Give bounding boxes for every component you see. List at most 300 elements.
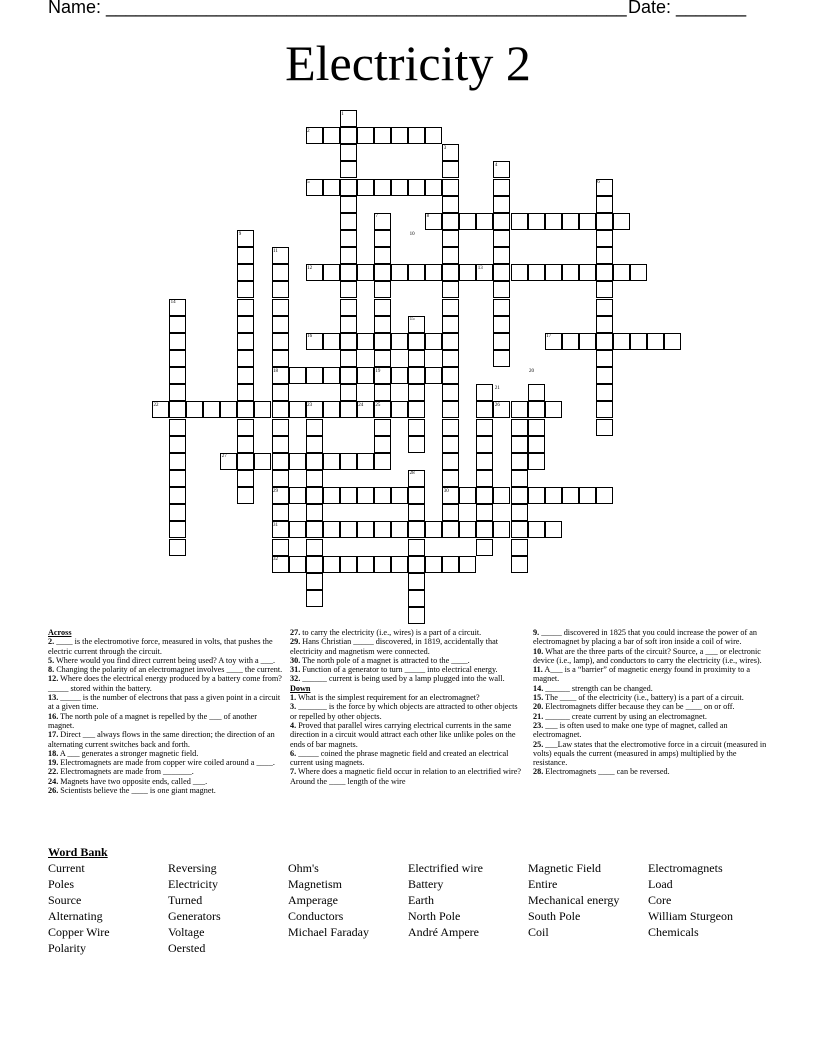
- clue-text: What are the three parts of the circuit? Source, a ___ or electronic device (i.e., lamp), and conductors to carry the electricity (i.e., wires).: [533, 646, 762, 665]
- crossword-cell[interactable]: [493, 281, 510, 298]
- crossword-cell[interactable]: [391, 556, 408, 573]
- crossword-cell[interactable]: [391, 179, 408, 196]
- crossword-cell[interactable]: [323, 521, 340, 538]
- crossword-cell[interactable]: [408, 607, 425, 624]
- crossword-cell[interactable]: [374, 521, 391, 538]
- crossword-cell[interactable]: [511, 470, 528, 487]
- crossword-cell[interactable]: [442, 299, 459, 316]
- crossword-cell[interactable]: [374, 299, 391, 316]
- clue: [48, 777, 284, 786]
- crossword-cell[interactable]: [289, 367, 306, 384]
- crossword-cell[interactable]: [528, 384, 545, 401]
- crossword-cell[interactable]: [596, 299, 613, 316]
- clue-number: 12.: [48, 674, 59, 684]
- crossword-cell[interactable]: [493, 350, 510, 367]
- crossword-cell[interactable]: [528, 419, 545, 436]
- crossword-cell[interactable]: [442, 264, 459, 281]
- crossword-cell[interactable]: [511, 556, 528, 573]
- crossword-cell[interactable]: [596, 333, 613, 350]
- crossword-cell[interactable]: [408, 573, 425, 590]
- crossword-cell[interactable]: [647, 333, 664, 350]
- crossword-cell[interactable]: [272, 264, 289, 281]
- crossword-cell[interactable]: [306, 539, 323, 556]
- crossword-cell[interactable]: [630, 264, 647, 281]
- crossword-cell[interactable]: [425, 556, 442, 573]
- crossword-cell[interactable]: [374, 487, 391, 504]
- crossword-cell[interactable]: [289, 487, 306, 504]
- crossword-cell[interactable]: [357, 521, 374, 538]
- crossword-cell[interactable]: [511, 504, 528, 521]
- crossword-cell[interactable]: [306, 573, 323, 590]
- crossword-cell[interactable]: [289, 453, 306, 470]
- crossword-cell[interactable]: [511, 213, 528, 230]
- crossword-cell[interactable]: [511, 436, 528, 453]
- crossword-cell[interactable]: [459, 213, 476, 230]
- crossword-cell[interactable]: [237, 299, 254, 316]
- crossword-cell[interactable]: [306, 556, 323, 573]
- clue-text: Hans Christian _____ discovered, in 1819, accidentally that electricity and magnetism were connected.: [290, 637, 499, 656]
- crossword-cell[interactable]: [306, 590, 323, 607]
- crossword-cell[interactable]: [237, 316, 254, 333]
- crossword-cell[interactable]: [596, 419, 613, 436]
- crossword-cell[interactable]: [340, 161, 357, 178]
- crossword-cell[interactable]: [323, 264, 340, 281]
- crossword-cell[interactable]: [391, 127, 408, 144]
- crossword-cell[interactable]: [511, 521, 528, 538]
- crossword-cell[interactable]: [357, 127, 374, 144]
- crossword-cell[interactable]: [476, 384, 493, 401]
- crossword-cell[interactable]: [442, 230, 459, 247]
- clue-number-label: 2: [307, 128, 310, 134]
- crossword-cell[interactable]: [289, 521, 306, 538]
- clue-list: [533, 628, 769, 777]
- crossword-cell[interactable]: [272, 299, 289, 316]
- crossword-cell[interactable]: [340, 281, 357, 298]
- crossword-cell[interactable]: [169, 401, 186, 418]
- crossword-cell[interactable]: [237, 247, 254, 264]
- crossword-cell[interactable]: [237, 453, 254, 470]
- crossword-cell[interactable]: [272, 350, 289, 367]
- crossword-cell[interactable]: [272, 333, 289, 350]
- crossword-cell[interactable]: [459, 521, 476, 538]
- clue: [48, 758, 284, 767]
- crossword-cell[interactable]: [169, 453, 186, 470]
- crossword-cell[interactable]: [545, 264, 562, 281]
- crossword-cell[interactable]: [289, 401, 306, 418]
- crossword-cell[interactable]: [237, 470, 254, 487]
- crossword-cell[interactable]: [425, 521, 442, 538]
- clue-text: Magnets have two opposite ends, called ___.: [58, 776, 208, 786]
- crossword-cell[interactable]: [408, 556, 425, 573]
- crossword-cell[interactable]: [323, 401, 340, 418]
- crossword-cell[interactable]: [408, 419, 425, 436]
- clue-number-label: 9: [238, 231, 242, 237]
- crossword-cell[interactable]: [272, 419, 289, 436]
- crossword-cell[interactable]: [579, 264, 596, 281]
- crossword-cell[interactable]: [306, 487, 323, 504]
- crossword-cell[interactable]: [511, 453, 528, 470]
- crossword-cell[interactable]: [272, 539, 289, 556]
- crossword-cell[interactable]: [186, 401, 203, 418]
- crossword-cell[interactable]: [237, 264, 254, 281]
- crossword-cell[interactable]: [169, 504, 186, 521]
- clue-number: 23.: [533, 720, 544, 730]
- crossword-cell[interactable]: [272, 470, 289, 487]
- crossword-cell[interactable]: [442, 521, 459, 538]
- crossword-cell[interactable]: [511, 539, 528, 556]
- crossword-cell[interactable]: [306, 367, 323, 384]
- clue-text: The north pole of a magnet is attracted to the ____.: [300, 655, 470, 665]
- crossword-cell[interactable]: [340, 401, 357, 418]
- crossword-cell[interactable]: [408, 384, 425, 401]
- clue: [533, 684, 769, 693]
- crossword-cell[interactable]: [493, 196, 510, 213]
- crossword-cell[interactable]: [323, 556, 340, 573]
- crossword-cell[interactable]: [374, 127, 391, 144]
- crossword-cell[interactable]: [323, 487, 340, 504]
- crossword-cell[interactable]: [169, 470, 186, 487]
- crossword-cell[interactable]: [476, 487, 493, 504]
- clue-number-label: 4: [494, 162, 498, 168]
- crossword-cell[interactable]: [596, 281, 613, 298]
- crossword-cell[interactable]: [442, 401, 459, 418]
- clue: [533, 721, 769, 740]
- crossword-cell[interactable]: [408, 539, 425, 556]
- crossword-cell[interactable]: [476, 213, 493, 230]
- crossword-cell[interactable]: [374, 230, 391, 247]
- crossword-cell[interactable]: [169, 521, 186, 538]
- crossword-cell[interactable]: [528, 213, 545, 230]
- crossword-cell[interactable]: [459, 264, 476, 281]
- crossword-cell[interactable]: [442, 556, 459, 573]
- crossword-cell[interactable]: [442, 367, 459, 384]
- crossword-cell[interactable]: [391, 333, 408, 350]
- crossword-cell[interactable]: [511, 401, 528, 418]
- crossword-cell[interactable]: [596, 213, 613, 230]
- crossword-cell[interactable]: [493, 487, 510, 504]
- crossword-cell[interactable]: [374, 453, 391, 470]
- crossword-cell[interactable]: [374, 436, 391, 453]
- crossword-cell[interactable]: [493, 521, 510, 538]
- crossword-cell[interactable]: [374, 419, 391, 436]
- crossword-cell[interactable]: [408, 179, 425, 196]
- crossword-cell[interactable]: [340, 350, 357, 367]
- crossword-cell[interactable]: [340, 264, 357, 281]
- crossword-cell[interactable]: [408, 367, 425, 384]
- crossword-cell[interactable]: [357, 367, 374, 384]
- crossword-cell[interactable]: [391, 401, 408, 418]
- crossword-cell[interactable]: [391, 521, 408, 538]
- crossword-cell[interactable]: [323, 179, 340, 196]
- clue-text: Direct ___ always flows in the same direction; the direction of an alternating current switches back and forth.: [48, 730, 275, 749]
- crossword-cell[interactable]: [528, 521, 545, 538]
- crossword-cell[interactable]: [476, 521, 493, 538]
- crossword-cell[interactable]: [272, 281, 289, 298]
- crossword-cell[interactable]: [408, 521, 425, 538]
- crossword-cell[interactable]: [220, 401, 237, 418]
- crossword-cell[interactable]: [237, 281, 254, 298]
- crossword-cell[interactable]: [511, 264, 528, 281]
- crossword-cell[interactable]: [289, 556, 306, 573]
- crossword-cell[interactable]: [254, 401, 271, 418]
- crossword-cell[interactable]: [323, 127, 340, 144]
- crossword-cell[interactable]: [511, 419, 528, 436]
- crossword-cell[interactable]: [340, 299, 357, 316]
- crossword-cell[interactable]: [613, 264, 630, 281]
- crossword-cell[interactable]: [374, 179, 391, 196]
- date-field[interactable]: Date: _______: [628, 0, 747, 17]
- crossword-cell[interactable]: [442, 504, 459, 521]
- crossword-cell[interactable]: [425, 264, 442, 281]
- crossword-cell[interactable]: [425, 333, 442, 350]
- clue: [290, 665, 526, 674]
- crossword-cell[interactable]: [579, 333, 596, 350]
- crossword-cell[interactable]: [340, 196, 357, 213]
- across-clues-column-1: [48, 628, 284, 795]
- clue-number-label: 12: [307, 265, 313, 271]
- crossword-cell[interactable]: [169, 487, 186, 504]
- clue-text: Function of a generator to turn _____ into electrical energy.: [300, 665, 498, 675]
- crossword-cell[interactable]: [408, 401, 425, 418]
- crossword-cell[interactable]: [374, 333, 391, 350]
- crossword-cell[interactable]: [169, 539, 186, 556]
- crossword-cell[interactable]: [596, 367, 613, 384]
- crossword-cell[interactable]: [323, 453, 340, 470]
- crossword-cell[interactable]: [493, 264, 510, 281]
- crossword-cell[interactable]: [476, 436, 493, 453]
- clue-text: What is the simplest requirement for an electromagnet?: [296, 693, 480, 703]
- crossword-cell[interactable]: [562, 333, 579, 350]
- crossword-cell[interactable]: [596, 384, 613, 401]
- crossword-cell[interactable]: [237, 401, 254, 418]
- clue-number-label: 30: [443, 488, 449, 494]
- crossword-cell[interactable]: [272, 316, 289, 333]
- crossword-cell[interactable]: [374, 556, 391, 573]
- crossword-cell[interactable]: [340, 247, 357, 264]
- crossword-cell[interactable]: [442, 436, 459, 453]
- crossword-cell[interactable]: [340, 144, 357, 161]
- crossword-cell[interactable]: [340, 453, 357, 470]
- crossword-cell[interactable]: [596, 316, 613, 333]
- crossword-cell[interactable]: [493, 333, 510, 350]
- crossword-cell[interactable]: [442, 350, 459, 367]
- clue: [290, 637, 526, 656]
- crossword-cell[interactable]: [374, 247, 391, 264]
- crossword-cell[interactable]: [374, 316, 391, 333]
- crossword-cell[interactable]: [340, 230, 357, 247]
- crossword-cell[interactable]: [442, 213, 459, 230]
- crossword-cell[interactable]: [408, 504, 425, 521]
- crossword-cell[interactable]: [442, 161, 459, 178]
- crossword-cell[interactable]: [374, 264, 391, 281]
- crossword-cell[interactable]: [357, 487, 374, 504]
- crossword-cell[interactable]: [391, 367, 408, 384]
- crossword-cell[interactable]: [408, 436, 425, 453]
- crossword-cell[interactable]: [237, 419, 254, 436]
- crossword-cell[interactable]: [476, 453, 493, 470]
- crossword-cell[interactable]: [408, 487, 425, 504]
- crossword-cell[interactable]: [596, 350, 613, 367]
- crossword-cell[interactable]: [459, 556, 476, 573]
- crossword-cell[interactable]: [357, 453, 374, 470]
- crossword-cell[interactable]: [442, 247, 459, 264]
- clue-number-label: 6: [597, 180, 600, 186]
- crossword-cell[interactable]: [493, 213, 510, 230]
- crossword-cell[interactable]: [169, 333, 186, 350]
- crossword-cell[interactable]: [613, 333, 630, 350]
- crossword-cell[interactable]: [408, 127, 425, 144]
- crossword-cell[interactable]: [562, 264, 579, 281]
- crossword-cell[interactable]: [442, 316, 459, 333]
- crossword-cell[interactable]: [237, 436, 254, 453]
- crossword-cell[interactable]: [596, 196, 613, 213]
- crossword-cell[interactable]: [169, 367, 186, 384]
- crossword-cell[interactable]: [442, 196, 459, 213]
- crossword-cell[interactable]: [562, 213, 579, 230]
- crossword-cell[interactable]: [425, 367, 442, 384]
- crossword-cell[interactable]: [272, 453, 289, 470]
- crossword-cell[interactable]: [613, 213, 630, 230]
- crossword-cell[interactable]: [374, 384, 391, 401]
- crossword-cell[interactable]: [442, 419, 459, 436]
- crossword-cell[interactable]: [442, 470, 459, 487]
- crossword-cell[interactable]: [476, 470, 493, 487]
- crossword-cell[interactable]: [340, 487, 357, 504]
- crossword-cell[interactable]: [340, 556, 357, 573]
- crossword-cell[interactable]: [254, 453, 271, 470]
- crossword-cell[interactable]: [664, 333, 681, 350]
- crossword-cell[interactable]: [374, 281, 391, 298]
- crossword-cell[interactable]: [237, 333, 254, 350]
- crossword-cell[interactable]: [408, 590, 425, 607]
- crossword-cell[interactable]: [340, 521, 357, 538]
- crossword-cell[interactable]: [306, 453, 323, 470]
- crossword-cell[interactable]: [340, 127, 357, 144]
- crossword-cell[interactable]: [511, 487, 528, 504]
- crossword-cell[interactable]: [442, 453, 459, 470]
- crossword-cell[interactable]: [340, 384, 357, 401]
- crossword-cell[interactable]: [476, 401, 493, 418]
- crossword-cell[interactable]: [340, 333, 357, 350]
- crossword-cell[interactable]: [596, 401, 613, 418]
- crossword-cell[interactable]: [493, 179, 510, 196]
- crossword-cell[interactable]: [528, 453, 545, 470]
- word-bank-item: André Ampere: [408, 925, 479, 939]
- clue-number: 1.: [290, 693, 297, 703]
- crossword-cell[interactable]: [203, 401, 220, 418]
- crossword-cell[interactable]: [528, 264, 545, 281]
- crossword-cell[interactable]: [237, 384, 254, 401]
- crossword-cell[interactable]: [579, 487, 596, 504]
- crossword-cell[interactable]: [169, 316, 186, 333]
- word-bank-item: Alternating: [48, 909, 103, 923]
- crossword-cell[interactable]: [476, 539, 493, 556]
- crossword-cell[interactable]: [408, 264, 425, 281]
- crossword-cell[interactable]: [357, 264, 374, 281]
- crossword-cell[interactable]: [340, 213, 357, 230]
- crossword-cell[interactable]: [408, 350, 425, 367]
- crossword-cell[interactable]: [442, 384, 459, 401]
- crossword-cell[interactable]: [357, 179, 374, 196]
- crossword-cell[interactable]: [169, 350, 186, 367]
- crossword-cell[interactable]: [476, 504, 493, 521]
- crossword-cell[interactable]: [630, 333, 647, 350]
- crossword-cell[interactable]: [596, 230, 613, 247]
- crossword-cell[interactable]: [237, 487, 254, 504]
- crossword-cell[interactable]: [442, 179, 459, 196]
- crossword-cell[interactable]: [493, 230, 510, 247]
- crossword-cell[interactable]: [306, 419, 323, 436]
- crossword-cell[interactable]: [459, 487, 476, 504]
- crossword-cell[interactable]: [425, 127, 442, 144]
- crossword-cell[interactable]: [493, 247, 510, 264]
- word-bank-item: Oersted: [168, 941, 206, 955]
- crossword-cell[interactable]: [169, 419, 186, 436]
- crossword-cell[interactable]: [442, 281, 459, 298]
- crossword-cell[interactable]: [306, 470, 323, 487]
- crossword-cell[interactable]: [545, 521, 562, 538]
- crossword-cell[interactable]: [323, 367, 340, 384]
- clue: [533, 628, 769, 647]
- crossword-cell[interactable]: [391, 487, 408, 504]
- crossword-cell[interactable]: [596, 247, 613, 264]
- crossword-cell[interactable]: [493, 316, 510, 333]
- clue-number: 6.: [290, 748, 297, 758]
- crossword-cell[interactable]: [357, 333, 374, 350]
- crossword-cell[interactable]: [545, 401, 562, 418]
- crossword-cell[interactable]: [562, 487, 579, 504]
- crossword-cell[interactable]: [391, 264, 408, 281]
- crossword-cell[interactable]: [272, 504, 289, 521]
- crossword-cell[interactable]: [306, 436, 323, 453]
- crossword-cell[interactable]: [272, 384, 289, 401]
- crossword-cell[interactable]: [374, 350, 391, 367]
- clue: [48, 730, 284, 749]
- crossword-cell[interactable]: [528, 487, 545, 504]
- name-field[interactable]: Name: ____________________________________________________: [48, 0, 627, 17]
- crossword-cell[interactable]: [340, 367, 357, 384]
- clue-text: A ___ generates a stronger magnetic field.: [58, 748, 199, 758]
- crossword-cell[interactable]: [476, 419, 493, 436]
- crossword-cell[interactable]: [528, 436, 545, 453]
- crossword-cell[interactable]: [323, 333, 340, 350]
- crossword-cell[interactable]: [545, 487, 562, 504]
- word-bank-item: Amperage: [288, 893, 338, 907]
- crossword-cell[interactable]: [425, 179, 442, 196]
- crossword-cell[interactable]: [357, 556, 374, 573]
- crossword-cell[interactable]: [528, 401, 545, 418]
- crossword-cell[interactable]: [272, 436, 289, 453]
- crossword-cell[interactable]: [340, 179, 357, 196]
- crossword-cell[interactable]: [169, 436, 186, 453]
- crossword-cell[interactable]: [272, 401, 289, 418]
- clue-number: 14.: [533, 683, 544, 693]
- crossword-cell[interactable]: [579, 213, 596, 230]
- crossword-cell[interactable]: [340, 316, 357, 333]
- crossword-cell[interactable]: [306, 504, 323, 521]
- crossword-cell[interactable]: [237, 367, 254, 384]
- crossword-cell[interactable]: [237, 350, 254, 367]
- crossword-cell[interactable]: [596, 264, 613, 281]
- crossword-cell[interactable]: [596, 487, 613, 504]
- crossword-cell[interactable]: [306, 521, 323, 538]
- crossword-cell[interactable]: [545, 213, 562, 230]
- crossword-cell[interactable]: [169, 384, 186, 401]
- clue: [48, 637, 284, 656]
- crossword-cell[interactable]: [493, 299, 510, 316]
- crossword-cell[interactable]: [442, 333, 459, 350]
- crossword-cell[interactable]: [408, 333, 425, 350]
